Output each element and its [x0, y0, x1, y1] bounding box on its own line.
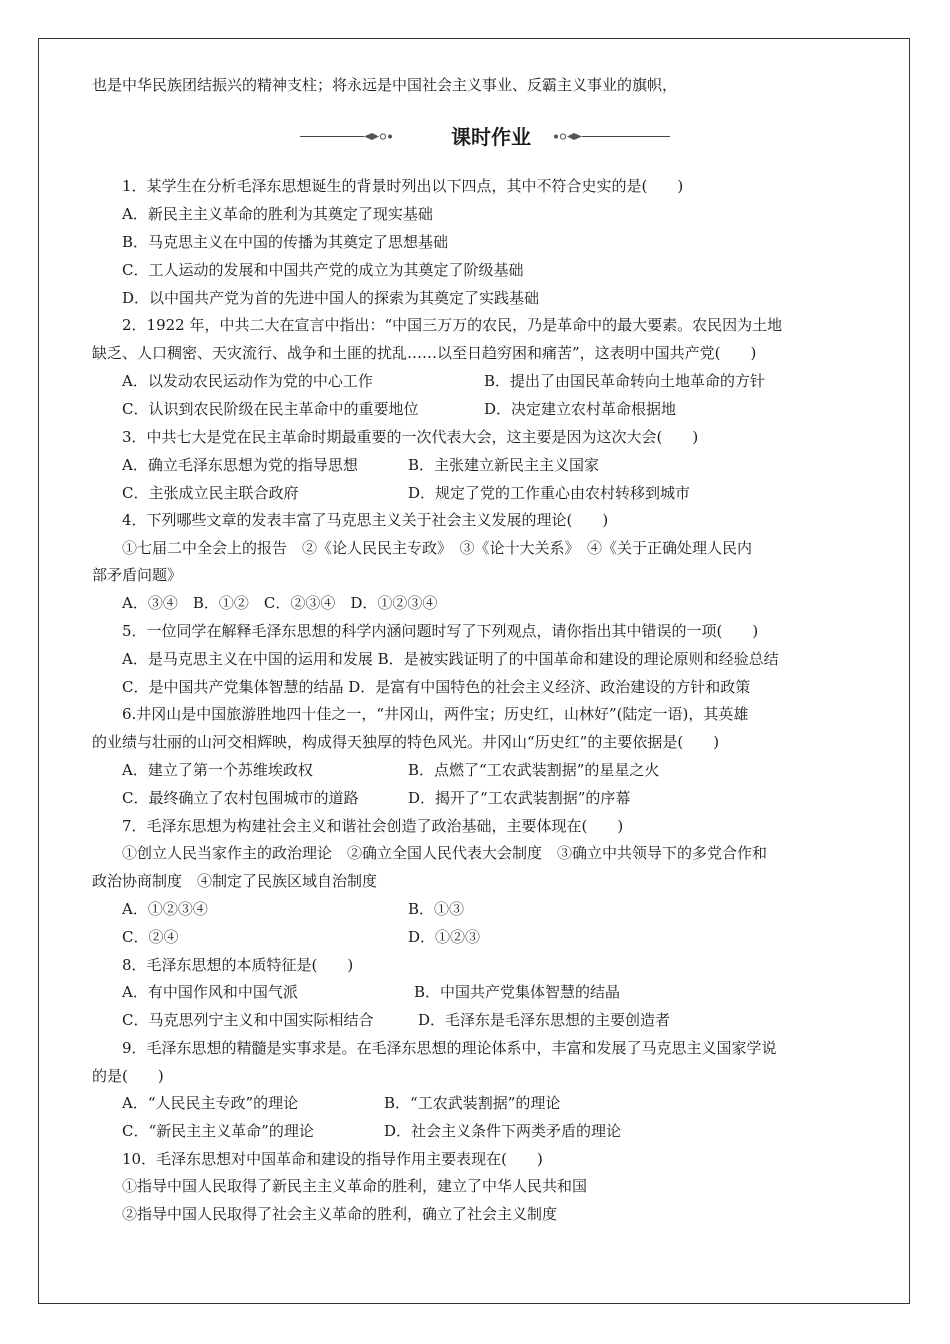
option-9a: A．“人民民主专政”的理论: [122, 1094, 299, 1112]
option-6a: A．建立了第一个苏维埃政权: [122, 761, 313, 779]
option-7d: D．①②③: [408, 928, 481, 946]
option-1b: B．马克思主义在中国的传播为其奠定了思想基础: [122, 233, 449, 251]
question-6-cont: 的业绩与壮丽的山河交相辉映，构成得天独厚的特色风光。井冈山“历史红”的主要依据是( ): [92, 733, 720, 751]
section-title: 课时作业: [451, 125, 531, 149]
options-4: A．③④ B．①② C．②③④ D．①②③④: [122, 594, 438, 612]
option-3b: B．主张建立新民主主义国家: [408, 456, 600, 474]
option-8a: A．有中国作风和中国气派: [122, 983, 298, 1001]
option-9b: B．“工农武装割据”的理论: [384, 1094, 561, 1112]
option-2a: A．以发动农民运动作为党的中心工作: [122, 372, 373, 390]
question-7-items-cont: 政治协商制度 ④制定了民族区域自治制度: [92, 872, 378, 890]
options-5ab: A．是马克思主义在中国的运用和发展 B．是被实践证明了的中国革命和建设的理论原则和经验总结: [122, 650, 779, 668]
question-8: 8．毛泽东思想的本质特征是( ): [122, 956, 354, 974]
question-4-items: ①七届二中全会上的报告 ②《论人民民主专政》 ③《论十大关系》 ④《关于正确处理人民内: [122, 539, 753, 557]
question-7-items: ①创立人民当家作主的政治理论 ②确立全国人民代表大会制度 ③确立中共领导下的多党合作和: [122, 844, 768, 862]
question-10-item-1: ①指导中国人民取得了新民主主义革命的胜利，建立了中华人民共和国: [122, 1177, 588, 1195]
options-5cd: C．是中国共产党集体智慧的结晶 D．是富有中国特色的社会主义经济、政治建设的方针和政策: [122, 678, 751, 696]
option-7b: B．①③: [408, 900, 465, 918]
intro-text: 也是中华民族团结振兴的精神支柱；将永远是中国社会主义事业、反霸主义事业的旗帜，: [92, 76, 678, 94]
question-2: 2．1922 年，中共二大在宣言中指出：“中国三万万的农民，乃是革命中的最大要素。农民因为土地: [122, 316, 783, 334]
question-5: 5．一位同学在解释毛泽东思想的科学内涵问题时写了下列观点，请你指出其中错误的一项( ): [122, 622, 759, 640]
option-1c: C．工人运动的发展和中国共产党的成立为其奠定了阶级基础: [122, 261, 524, 279]
ornament-left-icon: [364, 131, 394, 142]
option-7c: C．②④: [122, 928, 179, 946]
option-6c: C．最终确立了农村包围城市的道路: [122, 789, 359, 807]
option-2b: B．提出了由国民革命转向土地革命的方针: [484, 372, 766, 390]
header-rule-left: [300, 136, 364, 137]
option-7a: A．①②③④: [122, 900, 208, 918]
option-8c: C．马克思列宁主义和中国实际相结合: [122, 1011, 374, 1029]
option-1a: A．新民主主义革命的胜利为其奠定了现实基础: [122, 205, 433, 223]
question-7: 7．毛泽东思想为构建社会主义和谐社会创造了政治基础，主要体现在( ): [122, 817, 624, 835]
question-10-item-2: ②指导中国人民取得了社会主义革命的胜利，确立了社会主义制度: [122, 1205, 558, 1223]
option-2c: C．认识到农民阶级在民主革命中的重要地位: [122, 400, 419, 418]
option-3c: C．主张成立民主联合政府: [122, 484, 299, 502]
question-4: 4．下列哪些文章的发表丰富了马克思主义关于社会主义发展的理论( ): [122, 511, 609, 529]
option-1d: D．以中国共产党为首的先进中国人的探索为其奠定了实践基础: [122, 289, 540, 307]
question-4-items-cont: 部矛盾问题》: [92, 566, 183, 584]
option-6d: D．揭开了“工农武装割据”的序幕: [408, 789, 631, 807]
question-2-cont: 缺乏、人口稠密、天灾流行、战争和土匪的扰乱……以至日趋穷困和痛苦”，这表明中国共产党( ): [92, 344, 757, 362]
ornament-right-icon: [552, 131, 582, 142]
header-rule-right: [582, 136, 670, 137]
option-3d: D．规定了党的工作重心由农村转移到城市: [408, 484, 691, 502]
section-header: [300, 124, 670, 150]
question-10: 10．毛泽东思想对中国革命和建设的指导作用主要表现在( ): [122, 1150, 543, 1168]
question-6: 6.井冈山是中国旅游胜地四十佳之一，“井冈山，两件宝；历史红，山林好”(陆定一语)，其英雄: [122, 705, 749, 723]
option-9c: C．“新民主主义革命”的理论: [122, 1122, 314, 1140]
question-3: 3．中共七大是党在民主革命时期最重要的一次代表大会，这主要是因为这次大会( ): [122, 428, 699, 446]
option-9d: D．社会主义条件下两类矛盾的理论: [384, 1122, 622, 1140]
option-8d: D．毛泽东是毛泽东思想的主要创造者: [418, 1011, 671, 1029]
option-3a: A．确立毛泽东思想为党的指导思想: [122, 456, 358, 474]
question-1: 1．某学生在分析毛泽东思想诞生的背景时列出以下四点，其中不符合史实的是( ): [122, 177, 684, 195]
question-9: 9．毛泽东思想的精髓是实事求是。在毛泽东思想的理论体系中，丰富和发展了马克思主义国家学说: [122, 1039, 777, 1057]
option-2d: D．决定建立农村革命根据地: [484, 400, 677, 418]
page-border: [38, 38, 910, 1304]
option-8b: B．中国共产党集体智慧的结晶: [414, 983, 621, 1001]
question-9-cont: 的是( ): [92, 1067, 164, 1085]
option-6b: B．点燃了“工农武装割据”的星星之火: [408, 761, 660, 779]
